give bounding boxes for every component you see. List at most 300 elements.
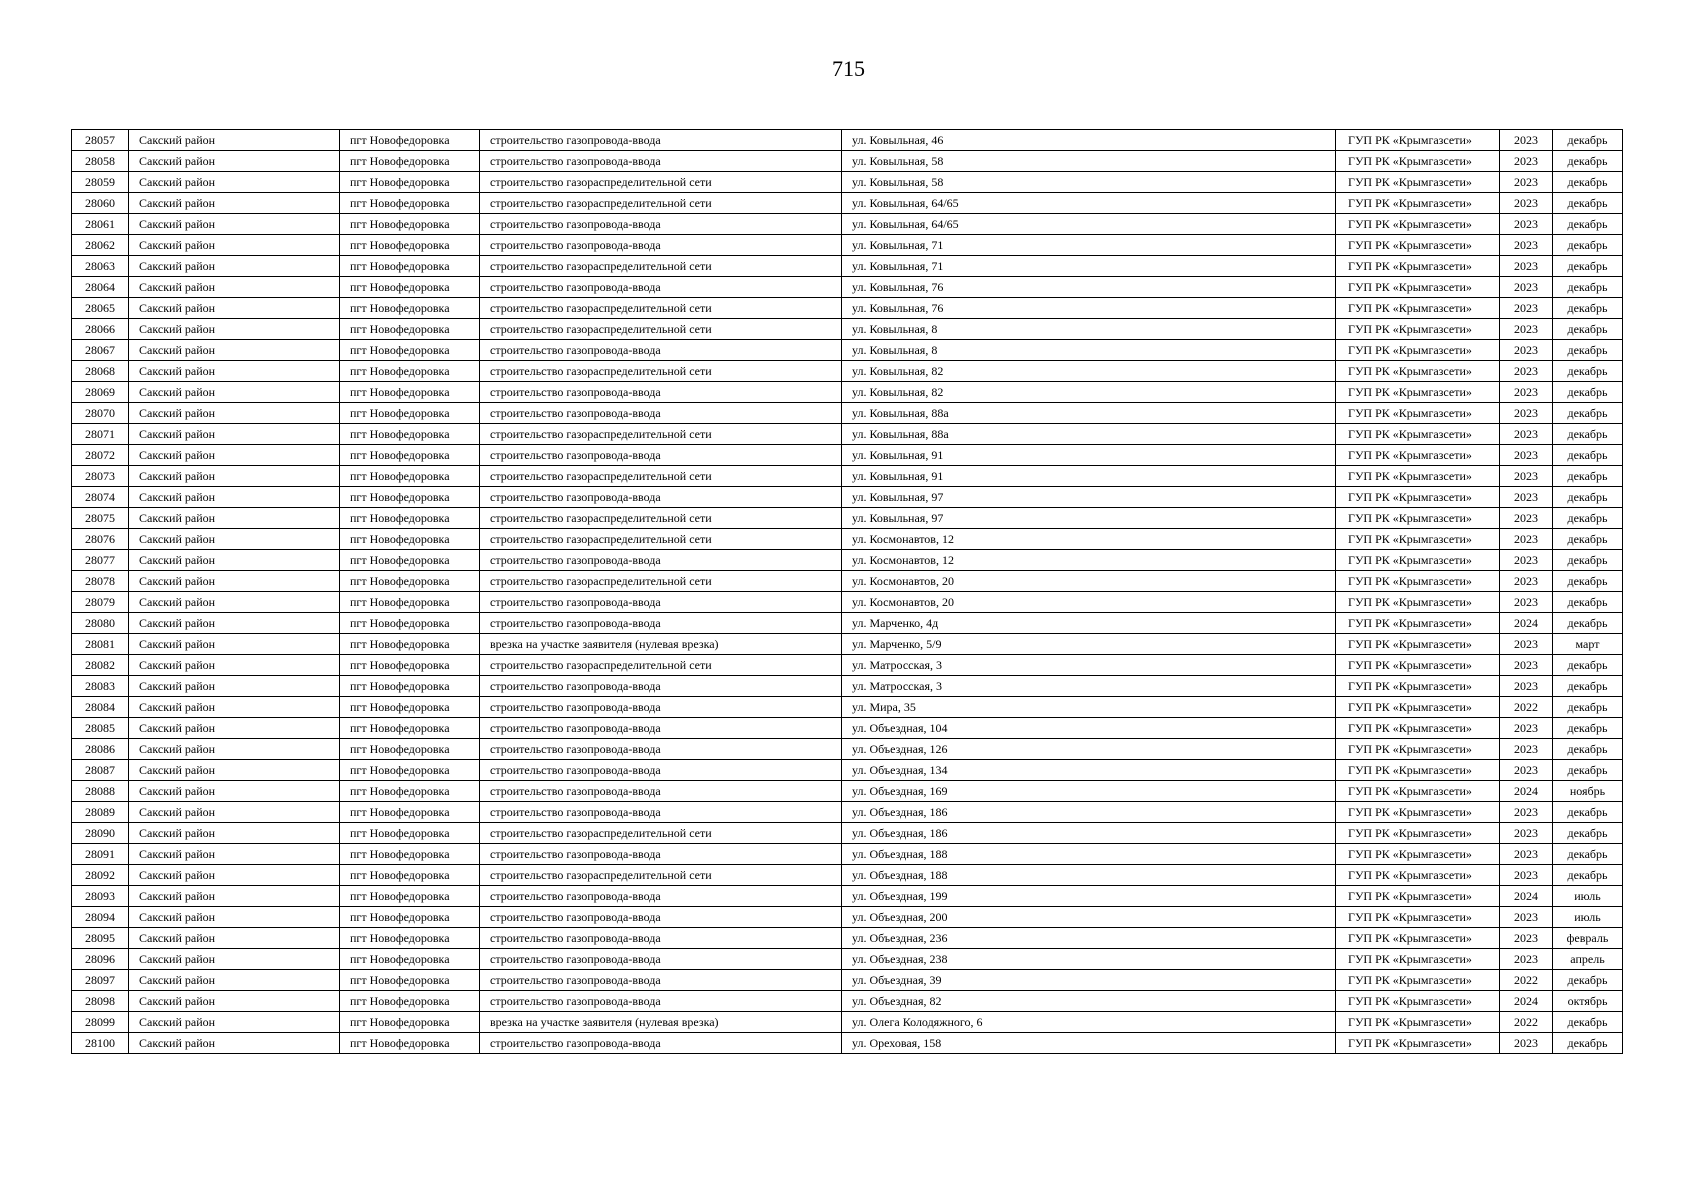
- row-number: 28065: [72, 298, 129, 319]
- organization-cell: ГУП РК «Крымгазсети»: [1336, 760, 1500, 781]
- district-cell: Сакский район: [129, 298, 340, 319]
- table-row: [72, 697, 1623, 718]
- settlement-cell: пгт Новофедоровка: [340, 193, 480, 214]
- address-cell: ул. Ковыльная, 46: [842, 130, 1336, 151]
- row-number: 28074: [72, 487, 129, 508]
- table-row: [72, 1012, 1623, 1033]
- row-number: 28096: [72, 949, 129, 970]
- work-type-cell: строительство газопровода-ввода: [480, 487, 842, 508]
- work-type-cell: строительство газопровода-ввода: [480, 151, 842, 172]
- address-cell: ул. Объездная, 39: [842, 970, 1336, 991]
- address-cell: ул. Ковыльная, 8: [842, 340, 1336, 361]
- work-type-cell: строительство газопровода-ввода: [480, 1033, 842, 1054]
- month-cell: декабрь: [1553, 844, 1623, 865]
- table-row: [72, 802, 1623, 823]
- district-cell: Сакский район: [129, 718, 340, 739]
- settlement-cell: пгт Новофедоровка: [340, 634, 480, 655]
- district-cell: Сакский район: [129, 508, 340, 529]
- settlement-cell: пгт Новофедоровка: [340, 697, 480, 718]
- month-cell: декабрь: [1553, 613, 1623, 634]
- organization-cell: ГУП РК «Крымгазсети»: [1336, 970, 1500, 991]
- settlement-cell: пгт Новофедоровка: [340, 739, 480, 760]
- row-number: 28090: [72, 823, 129, 844]
- year-cell: 2023: [1500, 844, 1553, 865]
- row-number: 28100: [72, 1033, 129, 1054]
- month-cell: декабрь: [1553, 403, 1623, 424]
- address-cell: ул. Космонавтов, 20: [842, 571, 1336, 592]
- month-cell: декабрь: [1553, 760, 1623, 781]
- table-row: [72, 781, 1623, 802]
- year-cell: 2023: [1500, 298, 1553, 319]
- settlement-cell: пгт Новофедоровка: [340, 676, 480, 697]
- work-type-cell: строительство газопровода-ввода: [480, 739, 842, 760]
- organization-cell: ГУП РК «Крымгазсети»: [1336, 277, 1500, 298]
- month-cell: декабрь: [1553, 235, 1623, 256]
- settlement-cell: пгт Новофедоровка: [340, 487, 480, 508]
- organization-cell: ГУП РК «Крымгазсети»: [1336, 718, 1500, 739]
- settlement-cell: пгт Новофедоровка: [340, 424, 480, 445]
- district-cell: Сакский район: [129, 781, 340, 802]
- address-cell: ул. Ореховая, 158: [842, 1033, 1336, 1054]
- settlement-cell: пгт Новофедоровка: [340, 151, 480, 172]
- row-number: 28093: [72, 886, 129, 907]
- organization-cell: ГУП РК «Крымгазсети»: [1336, 571, 1500, 592]
- year-cell: 2023: [1500, 382, 1553, 403]
- district-cell: Сакский район: [129, 865, 340, 886]
- settlement-cell: пгт Новофедоровка: [340, 130, 480, 151]
- table-row: [72, 823, 1623, 844]
- settlement-cell: пгт Новофедоровка: [340, 1033, 480, 1054]
- address-cell: ул. Ковыльная, 82: [842, 382, 1336, 403]
- organization-cell: ГУП РК «Крымгазсети»: [1336, 676, 1500, 697]
- row-number: 28066: [72, 319, 129, 340]
- month-cell: декабрь: [1553, 172, 1623, 193]
- year-cell: 2023: [1500, 361, 1553, 382]
- table-row: [72, 739, 1623, 760]
- table-row: [72, 403, 1623, 424]
- row-number: 28069: [72, 382, 129, 403]
- address-cell: ул. Объездная, 186: [842, 802, 1336, 823]
- organization-cell: ГУП РК «Крымгазсети»: [1336, 823, 1500, 844]
- row-number: 28085: [72, 718, 129, 739]
- settlement-cell: пгт Новофедоровка: [340, 172, 480, 193]
- year-cell: 2023: [1500, 151, 1553, 172]
- address-cell: ул. Объездная, 169: [842, 781, 1336, 802]
- settlement-cell: пгт Новофедоровка: [340, 445, 480, 466]
- year-cell: 2023: [1500, 655, 1553, 676]
- row-number: 28084: [72, 697, 129, 718]
- address-cell: ул. Объездная, 236: [842, 928, 1336, 949]
- district-cell: Сакский район: [129, 970, 340, 991]
- address-cell: ул. Ковыльная, 76: [842, 298, 1336, 319]
- address-cell: ул. Ковыльная, 58: [842, 172, 1336, 193]
- row-number: 28083: [72, 676, 129, 697]
- year-cell: 2023: [1500, 277, 1553, 298]
- district-cell: Сакский район: [129, 256, 340, 277]
- table-row: [72, 256, 1623, 277]
- work-type-cell: строительство газораспределительной сети: [480, 193, 842, 214]
- month-cell: декабрь: [1553, 655, 1623, 676]
- table-row: [72, 214, 1623, 235]
- address-cell: ул. Ковыльная, 71: [842, 235, 1336, 256]
- month-cell: декабрь: [1553, 256, 1623, 277]
- row-number: 28092: [72, 865, 129, 886]
- month-cell: декабрь: [1553, 529, 1623, 550]
- month-cell: декабрь: [1553, 508, 1623, 529]
- row-number: 28078: [72, 571, 129, 592]
- row-number: 28057: [72, 130, 129, 151]
- row-number: 28087: [72, 760, 129, 781]
- district-cell: Сакский район: [129, 823, 340, 844]
- row-number: 28075: [72, 508, 129, 529]
- organization-cell: ГУП РК «Крымгазсети»: [1336, 949, 1500, 970]
- district-cell: Сакский район: [129, 907, 340, 928]
- month-cell: декабрь: [1553, 214, 1623, 235]
- district-cell: Сакский район: [129, 340, 340, 361]
- month-cell: декабрь: [1553, 130, 1623, 151]
- organization-cell: ГУП РК «Крымгазсети»: [1336, 697, 1500, 718]
- year-cell: 2023: [1500, 634, 1553, 655]
- address-cell: ул. Ковыльная, 91: [842, 466, 1336, 487]
- address-cell: ул. Марченко, 5/9: [842, 634, 1336, 655]
- work-type-cell: строительство газопровода-ввода: [480, 592, 842, 613]
- district-cell: Сакский район: [129, 844, 340, 865]
- work-type-cell: строительство газораспределительной сети: [480, 424, 842, 445]
- row-number: 28062: [72, 235, 129, 256]
- year-cell: 2023: [1500, 760, 1553, 781]
- table-row: [72, 298, 1623, 319]
- year-cell: 2024: [1500, 613, 1553, 634]
- table-row: [72, 487, 1623, 508]
- address-cell: ул. Ковыльная, 88а: [842, 403, 1336, 424]
- work-type-cell: строительство газопровода-ввода: [480, 697, 842, 718]
- work-type-cell: строительство газопровода-ввода: [480, 235, 842, 256]
- year-cell: 2024: [1500, 886, 1553, 907]
- row-number: 28080: [72, 613, 129, 634]
- address-cell: ул. Объездная, 188: [842, 844, 1336, 865]
- year-cell: 2023: [1500, 718, 1553, 739]
- year-cell: 2023: [1500, 487, 1553, 508]
- year-cell: 2022: [1500, 697, 1553, 718]
- work-type-cell: строительство газопровода-ввода: [480, 970, 842, 991]
- settlement-cell: пгт Новофедоровка: [340, 403, 480, 424]
- row-number: 28070: [72, 403, 129, 424]
- district-cell: Сакский район: [129, 886, 340, 907]
- table-row: [72, 235, 1623, 256]
- address-cell: ул. Ковыльная, 76: [842, 277, 1336, 298]
- month-cell: июль: [1553, 907, 1623, 928]
- organization-cell: ГУП РК «Крымгазсети»: [1336, 739, 1500, 760]
- table-row: [72, 277, 1623, 298]
- table-row: [72, 718, 1623, 739]
- work-type-cell: строительство газораспределительной сети: [480, 571, 842, 592]
- settlement-cell: пгт Новофедоровка: [340, 298, 480, 319]
- work-type-cell: строительство газопровода-ввода: [480, 676, 842, 697]
- year-cell: 2023: [1500, 130, 1553, 151]
- organization-cell: ГУП РК «Крымгазсети»: [1336, 256, 1500, 277]
- month-cell: декабрь: [1553, 970, 1623, 991]
- year-cell: 2023: [1500, 172, 1553, 193]
- row-number: 28072: [72, 445, 129, 466]
- work-type-cell: строительство газопровода-ввода: [480, 214, 842, 235]
- table-row: [72, 340, 1623, 361]
- row-number: 28058: [72, 151, 129, 172]
- table-row: [72, 886, 1623, 907]
- month-cell: апрель: [1553, 949, 1623, 970]
- year-cell: 2023: [1500, 865, 1553, 886]
- year-cell: 2023: [1500, 424, 1553, 445]
- district-cell: Сакский район: [129, 697, 340, 718]
- organization-cell: ГУП РК «Крымгазсети»: [1336, 991, 1500, 1012]
- row-number: 28094: [72, 907, 129, 928]
- year-cell: 2023: [1500, 928, 1553, 949]
- district-cell: Сакский район: [129, 277, 340, 298]
- row-number: 28081: [72, 634, 129, 655]
- table-row: [72, 529, 1623, 550]
- table-row: [72, 319, 1623, 340]
- row-number: 28079: [72, 592, 129, 613]
- settlement-cell: пгт Новофедоровка: [340, 382, 480, 403]
- address-cell: ул. Ковыльная, 82: [842, 361, 1336, 382]
- row-number: 28089: [72, 802, 129, 823]
- address-cell: ул. Марченко, 4д: [842, 613, 1336, 634]
- organization-cell: ГУП РК «Крымгазсети»: [1336, 319, 1500, 340]
- district-cell: Сакский район: [129, 1012, 340, 1033]
- year-cell: 2023: [1500, 319, 1553, 340]
- month-cell: декабрь: [1553, 487, 1623, 508]
- table-row: [72, 571, 1623, 592]
- settlement-cell: пгт Новофедоровка: [340, 1012, 480, 1033]
- organization-cell: ГУП РК «Крымгазсети»: [1336, 340, 1500, 361]
- row-number: 28076: [72, 529, 129, 550]
- organization-cell: ГУП РК «Крымгазсети»: [1336, 802, 1500, 823]
- month-cell: декабрь: [1553, 340, 1623, 361]
- work-type-cell: строительство газопровода-ввода: [480, 403, 842, 424]
- row-number: 28059: [72, 172, 129, 193]
- work-type-cell: строительство газопровода-ввода: [480, 130, 842, 151]
- settlement-cell: пгт Новофедоровка: [340, 970, 480, 991]
- month-cell: ноябрь: [1553, 781, 1623, 802]
- settlement-cell: пгт Новофедоровка: [340, 928, 480, 949]
- table-row: [72, 445, 1623, 466]
- work-type-cell: строительство газораспределительной сети: [480, 361, 842, 382]
- address-cell: ул. Объездная, 238: [842, 949, 1336, 970]
- organization-cell: ГУП РК «Крымгазсети»: [1336, 907, 1500, 928]
- settlement-cell: пгт Новофедоровка: [340, 781, 480, 802]
- table-row: [72, 928, 1623, 949]
- year-cell: 2024: [1500, 991, 1553, 1012]
- organization-cell: ГУП РК «Крымгазсети»: [1336, 445, 1500, 466]
- address-cell: ул. Ковыльная, 64/65: [842, 193, 1336, 214]
- work-type-cell: строительство газопровода-ввода: [480, 781, 842, 802]
- year-cell: 2023: [1500, 508, 1553, 529]
- work-type-cell: строительство газопровода-ввода: [480, 844, 842, 865]
- month-cell: октябрь: [1553, 991, 1623, 1012]
- organization-cell: ГУП РК «Крымгазсети»: [1336, 655, 1500, 676]
- district-cell: Сакский район: [129, 802, 340, 823]
- address-cell: ул. Олега Колодяжного, 6: [842, 1012, 1336, 1033]
- district-cell: Сакский район: [129, 403, 340, 424]
- address-cell: ул. Ковыльная, 64/65: [842, 214, 1336, 235]
- month-cell: декабрь: [1553, 151, 1623, 172]
- table-row: [72, 130, 1623, 151]
- organization-cell: ГУП РК «Крымгазсети»: [1336, 298, 1500, 319]
- page-number: 715: [832, 56, 865, 81]
- table-row: [72, 466, 1623, 487]
- year-cell: 2023: [1500, 466, 1553, 487]
- settlement-cell: пгт Новофедоровка: [340, 550, 480, 571]
- settlement-cell: пгт Новофедоровка: [340, 571, 480, 592]
- organization-cell: ГУП РК «Крымгазсети»: [1336, 403, 1500, 424]
- organization-cell: ГУП РК «Крымгазсети»: [1336, 550, 1500, 571]
- district-cell: Сакский район: [129, 571, 340, 592]
- organization-cell: ГУП РК «Крымгазсети»: [1336, 613, 1500, 634]
- table-row: [72, 907, 1623, 928]
- district-cell: Сакский район: [129, 1033, 340, 1054]
- year-cell: 2023: [1500, 802, 1553, 823]
- settlement-cell: пгт Новофедоровка: [340, 277, 480, 298]
- table-row: [72, 382, 1623, 403]
- settlement-cell: пгт Новофедоровка: [340, 613, 480, 634]
- district-cell: Сакский район: [129, 550, 340, 571]
- row-number: 28061: [72, 214, 129, 235]
- month-cell: декабрь: [1553, 676, 1623, 697]
- month-cell: декабрь: [1553, 424, 1623, 445]
- settlement-cell: пгт Новофедоровка: [340, 949, 480, 970]
- district-cell: Сакский район: [129, 760, 340, 781]
- year-cell: 2023: [1500, 1033, 1553, 1054]
- row-number: 28095: [72, 928, 129, 949]
- district-cell: Сакский район: [129, 487, 340, 508]
- organization-cell: ГУП РК «Крымгазсети»: [1336, 529, 1500, 550]
- district-cell: Сакский район: [129, 172, 340, 193]
- year-cell: 2024: [1500, 781, 1553, 802]
- work-type-cell: строительство газопровода-ввода: [480, 613, 842, 634]
- organization-cell: ГУП РК «Крымгазсети»: [1336, 193, 1500, 214]
- organization-cell: ГУП РК «Крымгазсети»: [1336, 508, 1500, 529]
- year-cell: 2022: [1500, 970, 1553, 991]
- settlement-cell: пгт Новофедоровка: [340, 466, 480, 487]
- registry-body: [72, 130, 1623, 1054]
- address-cell: ул. Объездная, 134: [842, 760, 1336, 781]
- registry-table: [71, 129, 1623, 1054]
- year-cell: 2023: [1500, 445, 1553, 466]
- district-cell: Сакский район: [129, 592, 340, 613]
- address-cell: ул. Объездная, 200: [842, 907, 1336, 928]
- work-type-cell: строительство газопровода-ввода: [480, 340, 842, 361]
- work-type-cell: строительство газопровода-ввода: [480, 949, 842, 970]
- row-number: 28098: [72, 991, 129, 1012]
- month-cell: декабрь: [1553, 865, 1623, 886]
- organization-cell: ГУП РК «Крымгазсети»: [1336, 151, 1500, 172]
- district-cell: Сакский район: [129, 466, 340, 487]
- year-cell: 2023: [1500, 235, 1553, 256]
- settlement-cell: пгт Новофедоровка: [340, 361, 480, 382]
- work-type-cell: строительство газораспределительной сети: [480, 319, 842, 340]
- work-type-cell: строительство газораспределительной сети: [480, 298, 842, 319]
- district-cell: Сакский район: [129, 130, 340, 151]
- work-type-cell: строительство газораспределительной сети: [480, 466, 842, 487]
- work-type-cell: врезка на участке заявителя (нулевая врезка): [480, 1012, 842, 1033]
- work-type-cell: строительство газораспределительной сети: [480, 655, 842, 676]
- work-type-cell: строительство газораспределительной сети: [480, 508, 842, 529]
- address-cell: ул. Ковыльная, 58: [842, 151, 1336, 172]
- month-cell: декабрь: [1553, 361, 1623, 382]
- table-row: [72, 991, 1623, 1012]
- district-cell: Сакский район: [129, 634, 340, 655]
- row-number: 28099: [72, 1012, 129, 1033]
- address-cell: ул. Ковыльная, 8: [842, 319, 1336, 340]
- table-row: [72, 865, 1623, 886]
- month-cell: февраль: [1553, 928, 1623, 949]
- settlement-cell: пгт Новофедоровка: [340, 319, 480, 340]
- address-cell: ул. Ковыльная, 97: [842, 487, 1336, 508]
- district-cell: Сакский район: [129, 319, 340, 340]
- year-cell: 2023: [1500, 571, 1553, 592]
- table-row: [72, 760, 1623, 781]
- row-number: 28077: [72, 550, 129, 571]
- work-type-cell: строительство газораспределительной сети: [480, 256, 842, 277]
- address-cell: ул. Ковыльная, 97: [842, 508, 1336, 529]
- row-number: 28067: [72, 340, 129, 361]
- row-number: 28097: [72, 970, 129, 991]
- settlement-cell: пгт Новофедоровка: [340, 907, 480, 928]
- work-type-cell: строительство газопровода-ввода: [480, 382, 842, 403]
- district-cell: Сакский район: [129, 529, 340, 550]
- district-cell: Сакский район: [129, 235, 340, 256]
- table-row: [72, 151, 1623, 172]
- settlement-cell: пгт Новофедоровка: [340, 508, 480, 529]
- address-cell: ул. Объездная, 199: [842, 886, 1336, 907]
- settlement-cell: пгт Новофедоровка: [340, 991, 480, 1012]
- address-cell: ул. Объездная, 188: [842, 865, 1336, 886]
- work-type-cell: строительство газораспределительной сети: [480, 823, 842, 844]
- district-cell: Сакский район: [129, 928, 340, 949]
- year-cell: 2022: [1500, 1012, 1553, 1033]
- year-cell: 2023: [1500, 529, 1553, 550]
- settlement-cell: пгт Новофедоровка: [340, 655, 480, 676]
- district-cell: Сакский район: [129, 739, 340, 760]
- work-type-cell: строительство газопровода-ввода: [480, 928, 842, 949]
- settlement-cell: пгт Новофедоровка: [340, 865, 480, 886]
- table-row: [72, 424, 1623, 445]
- month-cell: декабрь: [1553, 382, 1623, 403]
- settlement-cell: пгт Новофедоровка: [340, 256, 480, 277]
- table-row: [72, 172, 1623, 193]
- table-row: [72, 634, 1623, 655]
- work-type-cell: строительство газопровода-ввода: [480, 277, 842, 298]
- address-cell: ул. Матросская, 3: [842, 655, 1336, 676]
- table-row: [72, 361, 1623, 382]
- month-cell: декабрь: [1553, 718, 1623, 739]
- address-cell: ул. Объездная, 126: [842, 739, 1336, 760]
- district-cell: Сакский район: [129, 676, 340, 697]
- work-type-cell: строительство газопровода-ввода: [480, 445, 842, 466]
- month-cell: декабрь: [1553, 697, 1623, 718]
- month-cell: декабрь: [1553, 550, 1623, 571]
- address-cell: ул. Объездная, 82: [842, 991, 1336, 1012]
- settlement-cell: пгт Новофедоровка: [340, 886, 480, 907]
- address-cell: ул. Мира, 35: [842, 697, 1336, 718]
- table-row: [72, 613, 1623, 634]
- row-number: 28063: [72, 256, 129, 277]
- month-cell: декабрь: [1553, 319, 1623, 340]
- table-row: [72, 508, 1623, 529]
- month-cell: декабрь: [1553, 571, 1623, 592]
- year-cell: 2023: [1500, 676, 1553, 697]
- month-cell: июль: [1553, 886, 1623, 907]
- month-cell: декабрь: [1553, 277, 1623, 298]
